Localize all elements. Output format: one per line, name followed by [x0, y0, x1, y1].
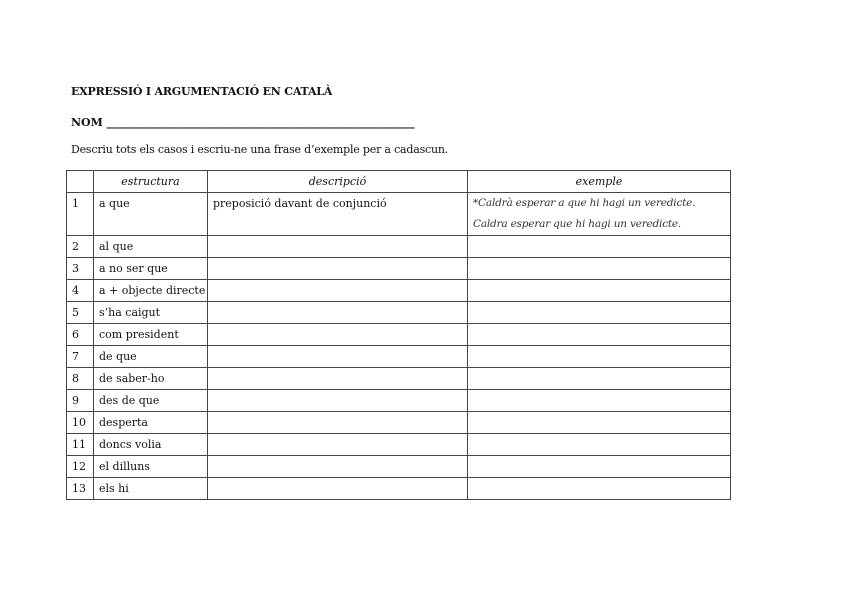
structure-cell: a que [94, 193, 208, 236]
example-cell[interactable] [468, 258, 731, 280]
table-row [67, 346, 731, 368]
structure-cell: al que [94, 236, 208, 258]
description-cell[interactable] [208, 456, 468, 478]
example-cell[interactable] [468, 434, 731, 456]
row-number-cell: 6 [67, 324, 94, 346]
name-blank-line: ________________________________________________________ [106, 116, 415, 129]
structure-cell: des de que [94, 390, 208, 412]
description-cell[interactable] [208, 302, 468, 324]
example-cell[interactable] [468, 236, 731, 258]
example-cell[interactable] [468, 346, 731, 368]
table-header-row [67, 171, 731, 193]
table-row [67, 302, 731, 324]
structure-cell: de saber-ho [94, 368, 208, 390]
table-row [67, 236, 731, 258]
structure-cell: s’ha caigut [94, 302, 208, 324]
structure-cell: de que [94, 346, 208, 368]
table-row [67, 478, 731, 500]
table-row [67, 456, 731, 478]
row-number-cell: 12 [67, 456, 94, 478]
header-structure: estructura [94, 171, 208, 193]
example-incorrect-text: *Caldrà esperar a que hi hagi un veredicte. [473, 197, 696, 209]
row-number-cell: 2 [67, 236, 94, 258]
row-number-cell: 8 [67, 368, 94, 390]
example-cell[interactable] [468, 456, 731, 478]
description-cell[interactable] [208, 280, 468, 302]
table-row [67, 258, 731, 280]
example-cell[interactable] [468, 324, 731, 346]
description-cell[interactable] [208, 478, 468, 500]
example-correct-text: Caldra esperar que hi hagi un veredicte. [473, 218, 682, 230]
description-cell[interactable] [208, 368, 468, 390]
structure-cell: desperta [94, 412, 208, 434]
description-cell[interactable] [208, 412, 468, 434]
description-cell[interactable]: preposició davant de conjunció [208, 193, 468, 236]
table-row [67, 412, 731, 434]
header-description: descripció [208, 171, 468, 193]
example-cell[interactable] [468, 390, 731, 412]
structure-cell: a + objecte directe [94, 280, 208, 302]
structure-cell: el dilluns [94, 456, 208, 478]
name-label: NOM [71, 116, 103, 129]
exercise-table [66, 170, 731, 500]
description-cell[interactable] [208, 346, 468, 368]
row-number-cell: 13 [67, 478, 94, 500]
structure-cell: els hi [94, 478, 208, 500]
description-cell[interactable] [208, 236, 468, 258]
table-row [67, 324, 731, 346]
example-cell[interactable] [468, 412, 731, 434]
row-number-cell: 10 [67, 412, 94, 434]
table-row [67, 368, 731, 390]
row-number-cell: 5 [67, 302, 94, 324]
structure-cell: doncs volia [94, 434, 208, 456]
table-row [67, 193, 731, 236]
instructions-text: Descriu tots els casos i escriu-ne una frase d’exemple per a cadascun. [71, 143, 449, 156]
structure-cell: a no ser que [94, 258, 208, 280]
table-body [67, 193, 731, 500]
row-number-cell: 3 [67, 258, 94, 280]
table-row [67, 390, 731, 412]
description-cell[interactable] [208, 324, 468, 346]
table-row [67, 280, 731, 302]
table-row [67, 434, 731, 456]
document-title: EXPRESSIÓ I ARGUMENTACIÓ EN CATALÀ [71, 85, 333, 98]
description-cell[interactable] [208, 258, 468, 280]
header-number [67, 171, 94, 193]
description-cell[interactable] [208, 390, 468, 412]
example-cell[interactable] [468, 302, 731, 324]
row-number-cell: 1 [67, 193, 94, 236]
description-cell[interactable] [208, 434, 468, 456]
row-number-cell: 9 [67, 390, 94, 412]
example-cell[interactable] [468, 478, 731, 500]
row-number-cell: 11 [67, 434, 94, 456]
header-example: exemple [468, 171, 731, 193]
name-field[interactable] [71, 116, 415, 129]
example-cell[interactable] [468, 193, 731, 236]
row-number-cell: 7 [67, 346, 94, 368]
example-cell[interactable] [468, 368, 731, 390]
structure-cell: com president [94, 324, 208, 346]
example-cell[interactable] [468, 280, 731, 302]
row-number-cell: 4 [67, 280, 94, 302]
